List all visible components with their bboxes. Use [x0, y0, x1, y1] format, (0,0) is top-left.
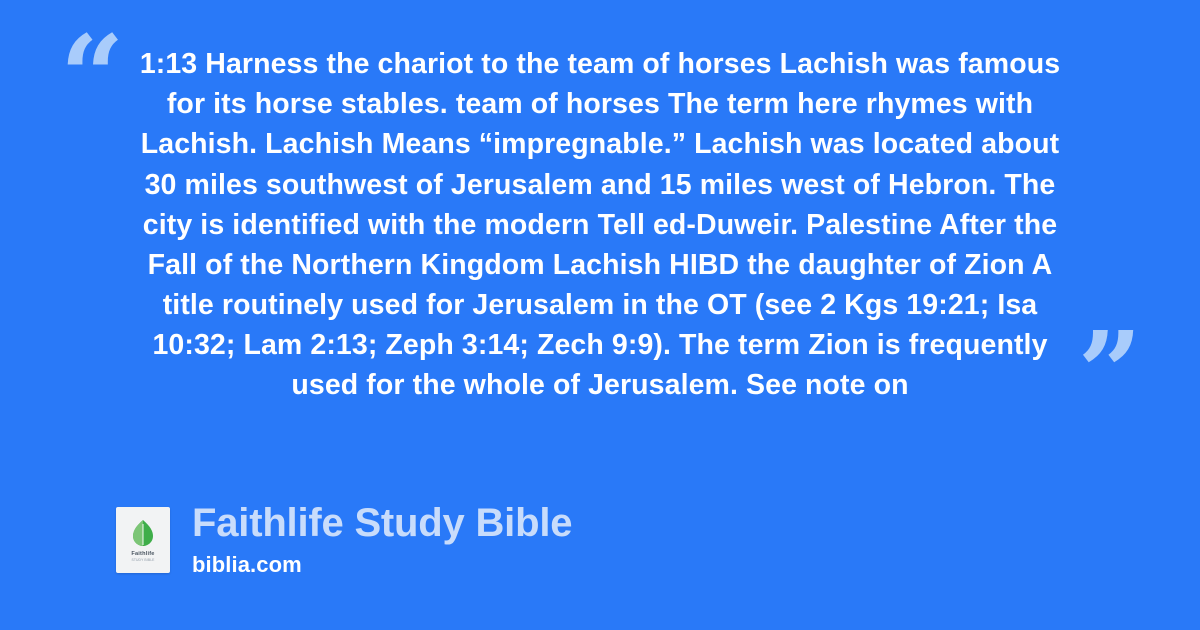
leaf-icon [130, 518, 156, 548]
brand-title: Faithlife Study Bible [192, 501, 573, 545]
logo-caption: Faithlife [131, 551, 155, 557]
logo-subcaption: STUDY BIBLE [131, 558, 155, 562]
brand-url[interactable]: biblia.com [192, 552, 302, 577]
quote-text: 1:13 Harness the chariot to the team of horses Lachish was famous for its horse stables. team of horses The term here rhymes with Lachish. Lachish Means “impregnable.” Lachish was located about 30 miles southwest of Jerusalem and 15 miles west of Hebron. The city is identified with the modern Tell ed-Duweir. Palestine After the Fall of the Northern Kingdom Lachish HIBD the daughter of Zion A title routinely used for Jerusalem in the OT (see 2 Kgs 19:21; Isa 10:32; Lam 2:13; Zeph 3:14; Zech 9:9). The term Zion is frequently used for the whole of Jerusalem. See note on [139, 48, 1061, 402]
quote-open-icon: “ [60, 12, 123, 143]
faithlife-logo [116, 507, 170, 573]
quote-close-icon: ” [1077, 308, 1140, 439]
brand-text-group [192, 502, 572, 578]
quote-area [60, 0, 1140, 439]
footer-branding [116, 502, 572, 578]
